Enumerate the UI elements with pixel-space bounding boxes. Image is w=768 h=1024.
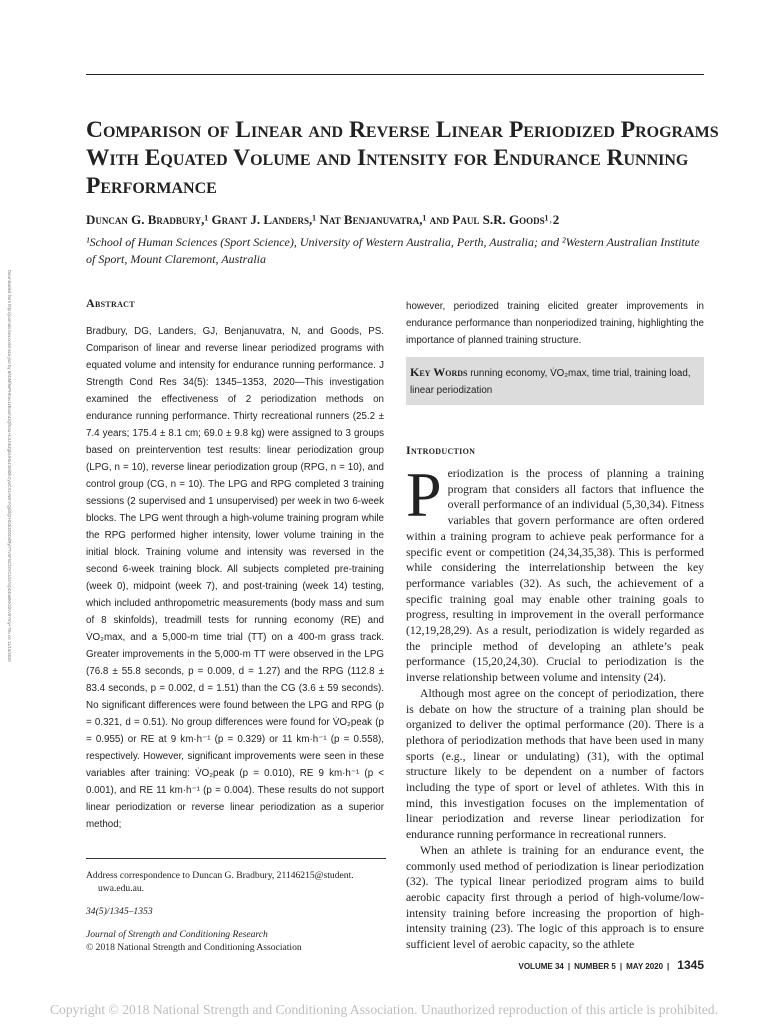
page-footer bbox=[519, 958, 705, 972]
separator: | bbox=[567, 962, 571, 971]
left-column bbox=[86, 296, 384, 833]
correspondence-footnote bbox=[86, 858, 386, 954]
copyright-watermark: Copyright © 2018 National Strength and Conditioning Association. Unauthorized reproduction of this article is prohibited. bbox=[49, 1002, 718, 1017]
volume-label: VOLUME 34 bbox=[518, 962, 564, 971]
author-list: Duncan G. Bradbury,¹ Grant J. Landers,¹ Nat Benjanuvatra,¹ and Paul S.R. Goods¹˒2 bbox=[86, 212, 560, 227]
date-label: MAY 2020 bbox=[626, 962, 664, 971]
intro-paragraph-1-text: eriodization is the process of planning a training program that considers all factors that influence the overall performance of an individual (5,30,34). Fitness variables that govern performance are often ordered within a training program to achieve peak performance for a specific event or competition (24,34,35,38). This is performed while considering the interrelationship between the key performance variables (32). As such, the achievement of a specific training goal may enable other training goals to progress, resulting in improvement in the overall performance (12,19,28,29). As a result, periodization is widely regarded as the principle method of developing an athlete’s peak performance (15,20,24,30). Crucial to periodization is the inverse relationship between volume and intensity (24). bbox=[406, 467, 704, 685]
intro-paragraph-1 bbox=[406, 459, 704, 686]
address-line: Address correspondence to Duncan G. Bradbury, 21146215@student. bbox=[86, 870, 354, 881]
top-rule bbox=[86, 74, 704, 75]
journal-copyright: © 2018 National Strength and Conditioning Association bbox=[86, 942, 302, 953]
issue-range: 34(5)/1345–1353 bbox=[86, 906, 153, 917]
journal-name: Journal of Strength and Conditioning Research bbox=[86, 929, 268, 940]
drop-cap: P bbox=[406, 459, 442, 530]
separator: | bbox=[667, 962, 670, 971]
affiliations: ¹School of Human Sciences (Sport Science), University of Western Australia, Perth, Australia; and ²Western Australian Institute of Sport, Mount Claremont, Australia bbox=[86, 235, 700, 266]
number-label: NUMBER 5 bbox=[574, 962, 616, 971]
page-number: 1345 bbox=[677, 958, 704, 972]
keywords-box bbox=[406, 357, 704, 405]
abstract-text-continued: however, periodized training elicited greater improvements in endurance performance than nonperiodized training, highlighting the importance of planned training structure. bbox=[406, 301, 704, 346]
intro-paragraph-2: Although most agree on the concept of periodization, there is debate on how the structure of a training plan should be organized to deliver the optimal performance (20). There is a plethora of periodization methods that have been used in many sports (e.g., linear or undulating) (31), with the optimal structure likely to be dependent on a number of factors including the type of sport or level of athletes. With this in mind, this investigation focuses on the implementation of linear periodization and reverse linear periodization for endurance running performance in recreational runners. bbox=[406, 686, 704, 842]
download-note-text: Downloaded from http://journals.lww.com/nsca-jscr by BhDMf5ePHKav1zEoum1tQfN4a+kJLhEZgbsIHo4XMi0hCywCX1AWnYQp/IlQrHD3i3D0OdRyi7TvSFl4Cf3VC4/OAVpDDa8KKGKV0Ymy+78= on 11/15/2020 bbox=[7, 270, 12, 662]
introduction-heading: Introduction bbox=[406, 443, 476, 457]
keywords-text: running economy, V̇O₂max, time trial, training load, linear periodization bbox=[410, 368, 691, 396]
article-title: Comparison of Linear and Reverse Linear Periodized Programs With Equated Volume and Intensity for Endurance Running Performance bbox=[86, 117, 719, 199]
intro-paragraph-3: When an athlete is training for an endurance event, the commonly used method of periodization is linear periodization (32). The typical linear periodized program aims to build aerobic capacity first through a period of high-volume/low-intensity training before increasing the proportion of high-intensity training (23). The logic of this approach is to ensure sufficient level of aerobic capacity, so the athlete bbox=[406, 843, 704, 952]
right-column bbox=[406, 298, 704, 953]
separator: | bbox=[619, 962, 623, 971]
address-line-continued: uwa.edu.au. bbox=[98, 883, 145, 894]
download-note bbox=[4, 270, 14, 730]
abstract-heading: Abstract bbox=[86, 296, 135, 310]
abstract-text: Bradbury, DG, Landers, GJ, Benjanuvatra, N, and Goods, PS. Comparison of linear and reverse linear periodized programs with equated volume and intensity for endurance running performance. J Strength Cond Res 34(5): 1345–1353, 2020—This investigation examined the effectiveness of 2 periodization methods on endurance running performance. Thirty recreational runners (25.2 ± 7.4 years; 175.4 ± 8.1 cm; 69.0 ± 9.8 kg) were assigned to 3 groups based on preintervention test results: linear periodization group (LPG, n = 10), reverse linear periodization group (RPG, n = 10), and control group (CG, n = 10). The LPG and RPG completed 3 training sessions (2 supervised and 1 unsupervised) per week in two 6-week blocks. The LPG went through a high-volume training program while the RPG performed higher intensity, lower volume training in the initial block. Training volume and intensity was reversed in the second 6-week training block. All subjects completed pre-training (week 0), midpoint (week 7), and post-training (week 14) testing, which included anthropometric measurements (body mass and sum of 8 skinfolds), treadmill tests for running economy (RE) and V̇O₂max, and a 5,000-m time trial (TT) on a 400-m grass track. Greater improvements in the 5,000-m TT were observed in the LPG (76.8 ± 55.8 seconds, p = 0.009, d = 1.27) and the RPG (112.8 ± 83.4 seconds, p = 0.002, d = 1.51) than the CG (3.6 ± 59 seconds). No significant differences were found between the LPG and RPG (p = 0.321, d = 0.51). No group differences were found for V̇O₂peak (p = 0.955) or RE at 9 km·h⁻¹ (p = 0.329) or 11 km·h⁻¹ (p = 0.558), respectively. However, significant improvements were seen in these variables after training: V̇O₂peak (p = 0.010), RE 9 km·h⁻¹ (p < 0.001), and RE 11 km·h⁻¹ (p = 0.004). These results do not support linear periodization or reverse linear periodization as a superior method; bbox=[86, 326, 384, 830]
keywords-label: Key Words bbox=[410, 365, 468, 379]
